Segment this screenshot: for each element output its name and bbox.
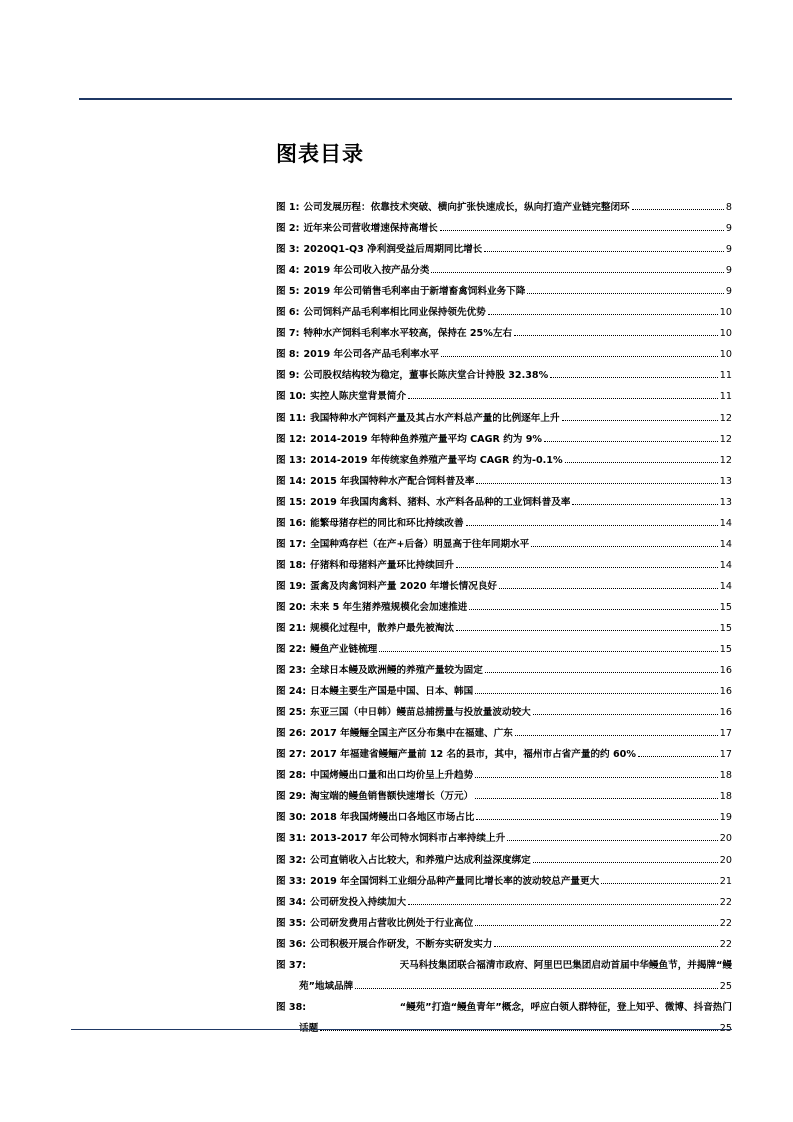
toc-leader-dots xyxy=(355,987,718,989)
toc-entry-title: 鳗鱼产业链梳理 xyxy=(310,644,378,656)
toc-entry-label: 图 22: xyxy=(276,644,307,656)
toc-entry[interactable] xyxy=(276,402,732,423)
toc-entry[interactable] xyxy=(276,887,732,908)
toc-entry-label: 图 27: xyxy=(276,749,307,761)
toc-entry-page: 19 xyxy=(719,812,732,824)
toc-entry[interactable] xyxy=(276,213,732,234)
toc-entry-page: 17 xyxy=(719,728,732,740)
toc-entry-title: 2019 年全国饲料工业细分品种产量同比增长率的波动较总产量更大 xyxy=(310,875,600,887)
toc-leader-dots xyxy=(533,713,718,715)
toc-entry[interactable] xyxy=(276,466,732,487)
toc-entry-page: 14 xyxy=(719,559,732,571)
toc-entry-label: 图 21: xyxy=(276,622,307,634)
toc-entry-label: 图 31: xyxy=(276,833,307,845)
toc-entry-label: 图 2: xyxy=(276,223,300,235)
toc-entry[interactable] xyxy=(276,655,732,676)
toc-entry[interactable] xyxy=(276,866,732,887)
toc-entry[interactable] xyxy=(276,697,732,718)
toc-entry-label: 图 5: xyxy=(276,286,300,298)
toc-entry-page: 17 xyxy=(719,749,732,761)
toc-entry-title: 2015 年我国特种水产配合饲料普及率 xyxy=(310,475,475,487)
toc-leader-dots xyxy=(601,882,718,884)
toc-entry[interactable] xyxy=(276,802,732,823)
toc-list xyxy=(276,192,732,1034)
toc-entry-label: 图 34: xyxy=(276,896,307,908)
toc-entry[interactable] xyxy=(276,634,732,655)
toc-entry-label: 图 25: xyxy=(276,707,307,719)
toc-leader-dots xyxy=(475,692,718,694)
toc-entry[interactable] xyxy=(276,908,732,929)
toc-leader-dots xyxy=(544,440,718,442)
toc-entry[interactable] xyxy=(276,676,732,697)
toc-entry-title: 2014-2019 年传统家鱼养殖产量平均 CAGR 约为-0.1% xyxy=(310,454,563,466)
toc-entry-label: 图 3: xyxy=(276,244,300,256)
toc-leader-dots xyxy=(466,524,718,526)
toc-entry-title: 2019 年我国肉禽料、猪料、水产料各品种的工业饲料普及率 xyxy=(310,496,571,508)
toc-entry-page: 21 xyxy=(719,875,732,887)
toc-entry-label: 图 32: xyxy=(276,854,307,866)
toc-leader-dots xyxy=(440,229,724,231)
toc-entry-title: 公司研发费用占营收比例处于行业高位 xyxy=(310,917,474,929)
toc-entry[interactable] xyxy=(276,550,732,571)
toc-entry-label: 图 9: xyxy=(276,370,300,382)
toc-entry-title-continued xyxy=(299,1020,318,1034)
toc-entry[interactable] xyxy=(276,381,732,402)
toc-entry-label: 图 11: xyxy=(276,412,307,424)
toc-entry-label: 图 17: xyxy=(276,538,307,550)
toc-entry-page: 16 xyxy=(719,665,732,677)
toc-entry-label: 图 7: xyxy=(276,328,300,340)
toc-entry-page: 14 xyxy=(719,517,732,529)
toc-entry-page: 11 xyxy=(719,391,732,403)
toc-leader-dots xyxy=(494,945,717,947)
toc-entry-label: 图 16: xyxy=(276,517,307,529)
toc-entry-title: 2020Q1-Q3 净利润受益后周期同比增长 xyxy=(303,244,483,256)
toc-leader-dots xyxy=(527,292,724,294)
toc-entry-page: 11 xyxy=(719,370,732,382)
toc-entry[interactable] xyxy=(276,487,732,508)
toc-entry[interactable] xyxy=(276,760,732,781)
toc-leader-dots xyxy=(550,376,718,378)
toc-entry-label: 图 28: xyxy=(276,770,307,782)
toc-leader-dots xyxy=(562,419,718,421)
toc-entry[interactable] xyxy=(276,718,732,739)
toc-entry-label: 图 33: xyxy=(276,875,307,887)
toc-entry-label: 图 29: xyxy=(276,791,307,803)
toc-entry-title: “鳗苑”打造“鳗鱼青年”概念，呼应白领人群特征，登上知乎、微博、抖音热门 xyxy=(399,1001,732,1013)
toc-entry-title: 天马科技集团联合福清市政府、阿里巴巴集团启动首届中华鳗鱼节，并揭牌“鳗 xyxy=(399,959,732,971)
toc-entry-page: 12 xyxy=(719,454,732,466)
toc-entry-label: 图 14: xyxy=(276,475,307,487)
toc-leader-dots xyxy=(408,397,718,399)
toc-entry[interactable] xyxy=(276,360,732,381)
toc-leader-dots xyxy=(533,861,718,863)
toc-leader-dots xyxy=(572,503,717,505)
toc-leader-dots xyxy=(476,482,717,484)
toc-entry-label: 图 24: xyxy=(276,686,307,698)
toc-entry-title: 蛋禽及肉禽饲料产量 2020 年增长情况良好 xyxy=(310,580,498,592)
toc-entry-title: 全球日本鳗及欧洲鳗的养殖产量较为固定 xyxy=(310,665,483,677)
toc-entry-title: 2017 年福建省鳗鲡产量前 12 名的县市，其中，福州市占省产量的约 60% xyxy=(310,749,636,761)
toc-leader-dots xyxy=(515,734,718,736)
toc-entry-label: 图 18: xyxy=(276,559,307,571)
toc-entry-title: 公司直销收入占比较大，和养殖户达成利益深度绑定 xyxy=(310,854,531,866)
toc-entry-title: 近年来公司营收增速保持高增长 xyxy=(303,223,438,235)
toc-entry-title: 公司股权结构较为稳定，董事长陈庆堂合计持股 32.38% xyxy=(303,370,549,382)
toc-entry-page: 12 xyxy=(719,433,732,445)
toc-entry-title: 2013-2017 年公司特水饲料市占率持续上升 xyxy=(310,833,506,845)
toc-entry[interactable] xyxy=(276,929,732,950)
toc-leader-dots xyxy=(379,650,718,652)
toc-entry-title-continued: 苑”地域品牌 xyxy=(299,980,354,992)
toc-leader-dots xyxy=(469,608,717,610)
toc-leader-dots xyxy=(632,208,724,210)
toc-leader-dots xyxy=(507,839,718,841)
toc-leader-dots xyxy=(456,629,718,631)
toc-entry-title: 2019 年公司销售毛利率由于新增畜禽饲料业务下降 xyxy=(303,286,526,298)
toc-entry-label: 图 6: xyxy=(276,307,300,319)
toc-entry[interactable] xyxy=(276,844,732,865)
toc-entry-page: 8 xyxy=(725,202,732,214)
toc-entry-page: 22 xyxy=(719,917,732,929)
toc-entry-label: 图 13: xyxy=(276,454,307,466)
toc-entry-page: 20 xyxy=(719,854,732,866)
toc-leader-dots xyxy=(499,587,718,589)
toc-entry-title: 2019 年公司各产品毛利率水平 xyxy=(303,349,440,361)
toc-entry-label: 图 10: xyxy=(276,391,307,403)
toc-entry[interactable] xyxy=(276,234,732,255)
toc-entry-page: 15 xyxy=(719,644,732,656)
toc-entry-title: 规模化过程中，散养户最先被淘汰 xyxy=(310,622,455,634)
toc-entry-label: 图 1: xyxy=(276,202,300,214)
toc-entry-page: 9 xyxy=(725,265,732,277)
toc-entry-title: 公司饲料产品毛利率相比同业保持领先优势 xyxy=(303,307,486,319)
toc-entry-title: 2014-2019 年特种鱼养殖产量平均 CAGR 约为 9% xyxy=(310,433,543,445)
toc-entry-page: 12 xyxy=(719,412,732,424)
toc-entry-title: 淘宝端的鳗鱼销售额快速增长（万元） xyxy=(310,791,474,803)
toc-entry-title: 仔猪料和母猪料产量环比持续回升 xyxy=(310,559,455,571)
toc-entry-page: 15 xyxy=(719,601,732,613)
header-rule xyxy=(79,98,732,100)
toc-entry[interactable] xyxy=(276,571,732,592)
toc-entry-title: 日本鳗主要生产国是中国、日本、韩国 xyxy=(310,686,474,698)
toc-leader-dots xyxy=(475,797,718,799)
toc-entry[interactable] xyxy=(276,613,732,634)
toc-entry[interactable] xyxy=(276,297,732,318)
toc-entry-page: 18 xyxy=(719,791,732,803)
toc-entry-label: 图 20: xyxy=(276,601,307,613)
toc-entry-title: 未来 5 年生猪养殖规模化会加速推进 xyxy=(310,601,468,613)
toc-entry-title: 2017 年鳗鲡全国主产区分布集中在福建、广东 xyxy=(310,728,513,740)
toc-leader-dots xyxy=(475,924,718,926)
toc-entry-label: 图 36: xyxy=(276,938,307,950)
toc-entry-page: 14 xyxy=(719,538,732,550)
toc-entry-page: 25 xyxy=(719,980,732,992)
toc-leader-dots xyxy=(531,545,718,547)
toc-leader-dots xyxy=(514,334,718,336)
page-title: 图表目录 xyxy=(276,142,364,166)
toc-entry-page: 10 xyxy=(719,307,732,319)
toc-entry[interactable] xyxy=(276,529,732,550)
toc-entry-page: 10 xyxy=(719,349,732,361)
toc-entry-page: 9 xyxy=(725,244,732,256)
toc-entry-label: 图 23: xyxy=(276,665,307,677)
toc-entry-label: 图 4: xyxy=(276,265,300,277)
toc-entry-label: 图 12: xyxy=(276,433,307,445)
toc-leader-dots xyxy=(408,903,718,905)
toc-entry-title: 我国特种水产饲料产量及其占水产料总产量的比例逐年上升 xyxy=(310,412,560,424)
toc-leader-dots xyxy=(456,566,718,568)
toc-entry-title: 2018 年我国烤鳗出口各地区市场占比 xyxy=(310,812,475,824)
toc-leader-dots xyxy=(638,755,718,757)
toc-leader-dots xyxy=(431,271,723,273)
toc-leader-dots xyxy=(441,355,718,357)
toc-entry[interactable] xyxy=(276,739,732,760)
toc-entry-label: 图 37: xyxy=(276,959,307,971)
toc-entry-page: 9 xyxy=(725,286,732,298)
toc-entry-title: 公司研发投入持续加大 xyxy=(310,896,407,908)
toc-entry-page: 22 xyxy=(719,896,732,908)
toc-entry[interactable] xyxy=(276,445,732,466)
toc-entry-label: 图 38: xyxy=(276,1001,307,1013)
toc-entry[interactable] xyxy=(276,950,732,992)
toc-entry-title: 能繁母猪存栏的同比和环比持续改善 xyxy=(310,517,464,529)
toc-entry[interactable] xyxy=(276,992,732,1034)
toc-entry-title: 东亚三国（中日韩）鳗苗总捕捞量与投放量波动较大 xyxy=(310,707,531,719)
toc-entry[interactable] xyxy=(276,781,732,802)
toc-entry[interactable] xyxy=(276,276,732,297)
toc-entry-page: 10 xyxy=(719,328,732,340)
toc-entry-label: 图 26: xyxy=(276,728,307,740)
footer-rule xyxy=(71,1029,732,1030)
toc-entry[interactable] xyxy=(276,255,732,276)
toc-leader-dots xyxy=(476,818,717,820)
toc-entry-label: 图 15: xyxy=(276,496,307,508)
toc-entry[interactable] xyxy=(276,508,732,529)
toc-entry-title: 公司积极开展合作研发，不断夯实研发实力 xyxy=(310,938,493,950)
toc-leader-dots xyxy=(485,671,718,673)
toc-leader-dots xyxy=(484,250,724,252)
toc-entry-page: 9 xyxy=(725,223,732,235)
toc-entry-label: 图 30: xyxy=(276,812,307,824)
toc-entry-page: 16 xyxy=(719,686,732,698)
toc-entry[interactable] xyxy=(276,424,732,445)
toc-entry-page: 18 xyxy=(719,770,732,782)
toc-entry[interactable] xyxy=(276,592,732,613)
toc-entry-title: 公司发展历程：依靠技术突破、横向扩张快速成长，纵向打造产业链完整闭环 xyxy=(303,202,630,214)
toc-entry-page: 15 xyxy=(719,622,732,634)
toc-entry[interactable] xyxy=(276,192,732,213)
toc-entry-title: 实控人陈庆堂背景简介 xyxy=(310,391,407,403)
toc-entry-page: 13 xyxy=(719,496,732,508)
toc-entry[interactable] xyxy=(276,318,732,339)
toc-entry[interactable] xyxy=(276,823,732,844)
toc-leader-dots xyxy=(488,313,718,315)
toc-leader-dots xyxy=(475,776,718,778)
toc-entry-title: 全国种鸡存栏（在产+后备）明显高于往年同期水平 xyxy=(310,538,530,550)
toc-entry-page: 14 xyxy=(719,580,732,592)
toc-entry[interactable] xyxy=(276,339,732,360)
toc-leader-dots xyxy=(565,461,718,463)
toc-entry-label: 图 8: xyxy=(276,349,300,361)
toc-entry-page: 16 xyxy=(719,707,732,719)
toc-entry-label: 图 19: xyxy=(276,580,307,592)
toc-entry-page: 13 xyxy=(719,475,732,487)
toc-entry-page: 20 xyxy=(719,833,732,845)
toc-entry-title: 特种水产饲料毛利率水平较高，保持在 25%左右 xyxy=(303,328,513,340)
toc-entry-title: 中国烤鳗出口量和出口均价呈上升趋势 xyxy=(310,770,474,782)
toc-entry-title: 2019 年公司收入按产品分类 xyxy=(303,265,430,277)
toc-entry-page: 22 xyxy=(719,938,732,950)
toc-entry-label: 图 35: xyxy=(276,917,307,929)
